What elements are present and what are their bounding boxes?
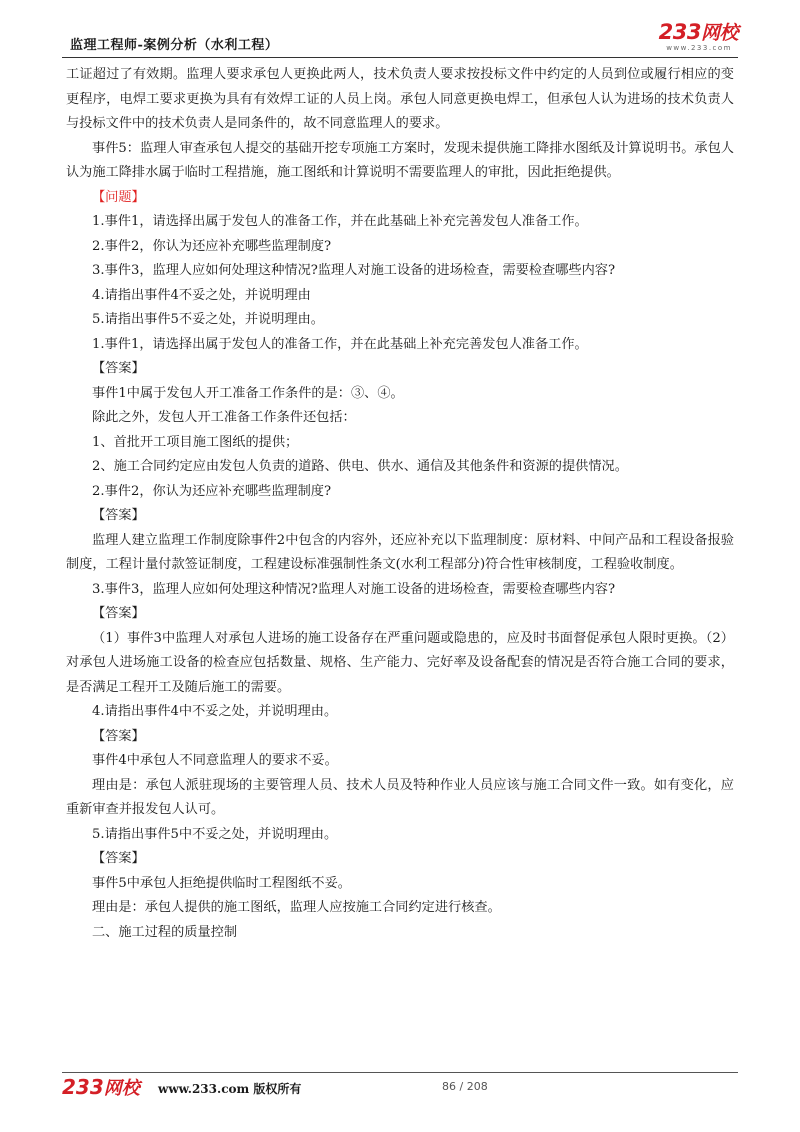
paragraph: 工证超过了有效期。监理人要求承包人更换此两人，技术负责人要求按投标文件中约定的人员到位或履行相应的变更程序，电焊工要求更换为具有有效焊工证的人员上岗。承包人同意更换电焊工，但承包人认为进场的技术负责人与投标文件中的技术负责人是同条件的，故不同意监理人的要求。 bbox=[66, 67, 734, 131]
section-heading-questions: 【问题】 bbox=[92, 189, 145, 205]
logo-number: 233 bbox=[658, 20, 701, 44]
footer-logo-number: 233 bbox=[62, 1075, 104, 1099]
footer-logo-text: 网校 bbox=[103, 1078, 140, 1099]
page-header bbox=[62, 22, 738, 56]
answer-text: 除此之外，发包人开工准备工作条件还包括： bbox=[92, 410, 356, 425]
answer-text: 监理人建立监理工作制度除事件2中包含的内容外，还应补充以下监理制度：原材料、中间产品和工程设备报验制度，工程计量付款签证制度，工程建设标准强制性条文(水利工程部分)符合性审核制度，工程验收制度。 bbox=[66, 532, 734, 572]
answer-text: 事件4中承包人不同意监理人的要求不妥。 bbox=[92, 753, 338, 768]
answer-text: 事件5中承包人拒绝提供临时工程图纸不妥。 bbox=[92, 875, 351, 891]
answer-heading: 【答案】 bbox=[92, 851, 145, 866]
page-footer bbox=[62, 1076, 738, 1100]
answer-text: 2、施工合同约定应由发包人负责的道路、供电、供水、通信及其他条件和资源的提供情况。 bbox=[92, 459, 628, 474]
header-divider bbox=[62, 57, 738, 58]
answer-text: 1、首批开工项目施工图纸的提供； bbox=[92, 434, 299, 450]
question-item: 3.事件3，监理人应如何处理这种情况?监理人对施工设备的进场检查，需要检查哪些内容? bbox=[92, 581, 616, 597]
answer-heading: 【答案】 bbox=[92, 606, 145, 621]
question-item: 3.事件3，监理人应如何处理这种情况?监理人对施工设备的进场检查，需要检查哪些内容? bbox=[92, 263, 616, 278]
answer-heading: 【答案】 bbox=[92, 508, 145, 523]
page-current: 86 bbox=[442, 1080, 456, 1093]
question-item: 1.事件1，请选择出属于发包人的准备工作，并在此基础上补充完善发包人准备工作。 bbox=[92, 336, 588, 352]
answer-heading: 【答案】 bbox=[92, 361, 145, 376]
logo-url: www.233.com bbox=[666, 44, 732, 52]
answer-text: 事件1中属于发包人开工准备工作条件的是：③、④。 bbox=[92, 385, 404, 401]
page-separator: / bbox=[459, 1080, 464, 1093]
page-number bbox=[442, 1080, 488, 1093]
question-item: 4.请指出事件4不妥之处，并说明理由 bbox=[92, 287, 311, 303]
page-total: 208 bbox=[466, 1080, 488, 1093]
answer-heading: 【答案】 bbox=[92, 728, 145, 744]
question-item: 4.请指出事件4中不妥之处，并说明理由。 bbox=[92, 704, 338, 719]
answer-text: 理由是：承包人提供的施工图纸，监理人应按施工合同约定进行核查。 bbox=[92, 900, 501, 915]
header-title: 监理工程师-案例分析（水利工程） bbox=[70, 38, 279, 53]
footer-logo[interactable] bbox=[62, 1076, 140, 1100]
answer-text: （1）事件3中监理人对承包人进场的施工设备存在严重问题或隐患的，应及时书面督促承包人限时更换。（2）对承包人进场施工设备的检查应包括数量、规格、生产能力、完好率及设备配套的情况是否符合施工合同的要求，是否满足工程开工及随后施工的需要。 bbox=[66, 630, 734, 695]
footer-copyright: www.233.com 版权所有 bbox=[158, 1082, 302, 1096]
question-item: 2.事件2，你认为还应补充哪些监理制度? bbox=[92, 238, 332, 254]
question-item: 1.事件1，请选择出属于发包人的准备工作，并在此基础上补充完善发包人准备工作。 bbox=[92, 214, 588, 229]
paragraph: 事件5：监理人审查承包人提交的基础开挖专项施工方案时，发现未提供施工降排水图纸及计算说明书。承包人认为施工降排水属于临时工程措施，施工图纸和计算说明不需要监理人的审批，因此拒绝提供。 bbox=[66, 140, 734, 180]
section-title: 二、施工过程的质量控制 bbox=[92, 924, 238, 940]
answer-text: 理由是：承包人派驻现场的主要管理人员、技术人员及特种作业人员应该与施工合同文件一致。如有变化，应重新审查并报发包人认可。 bbox=[66, 777, 734, 817]
question-item: 5.请指出事件5中不妥之处，并说明理由。 bbox=[92, 826, 338, 842]
footer-divider bbox=[62, 1072, 738, 1073]
document-body bbox=[66, 63, 734, 945]
question-item: 2.事件2，你认为还应补充哪些监理制度? bbox=[92, 483, 332, 499]
question-item: 5.请指出事件5不妥之处，并说明理由。 bbox=[92, 312, 324, 327]
logo-text: 网校 bbox=[700, 22, 738, 44]
brand-logo[interactable] bbox=[659, 22, 738, 52]
